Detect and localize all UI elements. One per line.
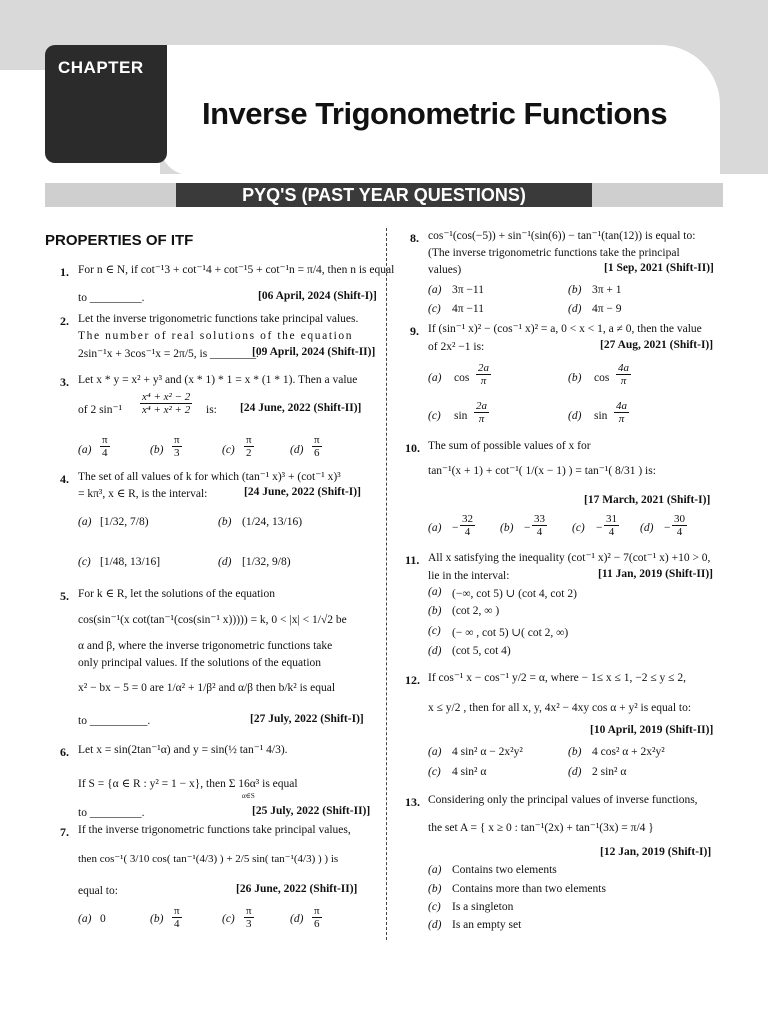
option-value[interactable] (616, 362, 631, 387)
fraction-numerator: π (314, 434, 320, 446)
option-label[interactable]: (c) (428, 410, 441, 422)
option-label[interactable]: (b) (500, 522, 514, 534)
option-value[interactable] (172, 434, 182, 459)
option-function[interactable]: cos (454, 372, 470, 384)
question-number: 8. (410, 231, 419, 245)
option-label[interactable]: (b) (150, 913, 164, 925)
fraction-numerator: 32 (462, 513, 473, 525)
question-text: Let x = sin(2tan⁻¹α) and y = sin(½ tan⁻¹ 4/3). (78, 744, 288, 756)
option-value[interactable]: (cot 2, ∞ ) (452, 605, 500, 617)
option-label[interactable]: (c) (428, 303, 441, 315)
question-text: Let x * y = x² + y³ and (x * 1) * 1 = x * (1 * 1). Then a value (78, 374, 358, 386)
fraction-numerator: 4a (618, 362, 629, 374)
fraction-denominator: 2 (246, 447, 252, 459)
question-text: is: (206, 404, 217, 416)
column-divider (386, 228, 387, 940)
fraction-denominator: π (620, 375, 627, 387)
question-number: 9. (410, 324, 419, 338)
fraction-numerator: 2a (476, 400, 487, 412)
question-text: The number of real solutions of the equation (78, 330, 354, 342)
option-label[interactable]: (a) (428, 284, 442, 296)
question-text: All x satisfying the inequality (cot⁻¹ x)² − 7(cot⁻¹ x) +10 > 0, (428, 552, 711, 564)
option-value[interactable] (460, 513, 475, 538)
exam-reference: [06 April, 2024 (Shift-I)] (258, 290, 377, 302)
option-label[interactable]: (d) (218, 556, 232, 568)
exam-reference: [26 June, 2022 (Shift-II)] (236, 883, 358, 895)
option-label[interactable]: (d) (428, 645, 442, 657)
fraction-denominator: 4 (676, 526, 683, 538)
fraction-denominator: 4 (102, 447, 108, 459)
question-text: equal to: (78, 885, 118, 897)
option-value[interactable] (244, 434, 254, 459)
fraction-numerator: π (246, 905, 252, 917)
fraction-numerator: π (246, 434, 252, 446)
minus-sign: − (524, 522, 531, 534)
option-value[interactable] (604, 513, 619, 538)
question-text: If (sin⁻¹ x)² − (cos⁻¹ x)² = a, 0 < x < 1, a ≠ 0, then the value (428, 323, 702, 335)
question-text: The sum of possible values of x for (428, 440, 591, 452)
option-value[interactable]: (cot 5, cot 4) (452, 645, 511, 657)
option-function[interactable]: cos (594, 372, 610, 384)
option-label[interactable]: (b) (428, 605, 442, 617)
question-text: For n ∈ N, if cot⁻¹3 + cot⁻¹4 + cot⁻¹5 + cot⁻¹n = π/4, then n is equal (78, 264, 395, 276)
fraction-numerator: π (174, 905, 180, 917)
option-value[interactable]: [1/32, 7/8) (100, 516, 149, 528)
option-label[interactable]: (a) (428, 522, 442, 534)
option-value[interactable] (476, 362, 491, 387)
option-label[interactable]: (d) (568, 766, 582, 778)
option-label[interactable]: (d) (568, 303, 582, 315)
fraction-numerator: 4a (616, 400, 627, 412)
option-value[interactable]: 4 cos² α + 2x²y² (592, 746, 665, 758)
option-value[interactable] (100, 434, 110, 459)
question-number: 2. (60, 314, 69, 328)
question-text: to _________. (78, 807, 145, 819)
fraction-denominator: 6 (314, 447, 320, 459)
question-text: of 2 sin⁻¹ (78, 404, 123, 416)
exam-reference: [1 Sep, 2021 (Shift-II)] (604, 262, 714, 274)
question-text: x ≤ y/2 , then for all x, y, 4x² − 4xy cos α + y² is equal to: (428, 702, 692, 714)
question-number: 3. (60, 375, 69, 389)
option-label[interactable]: (d) (640, 522, 654, 534)
option-label[interactable]: (d) (290, 913, 304, 925)
section-heading: PROPERTIES OF ITF (45, 232, 194, 249)
question-number: 5. (60, 589, 69, 603)
question-text: the set A = { x ≥ 0 : tan⁻¹(2x) + tan⁻¹(3x) = π/4 } (428, 822, 654, 834)
option-label[interactable]: (c) (428, 766, 441, 778)
question-text: Considering only the principal values of inverse functions, (428, 794, 698, 806)
option-value[interactable]: 4π −11 (452, 303, 484, 315)
option-label[interactable]: (b) (218, 516, 232, 528)
option-value[interactable]: [1/48, 13/16] (100, 556, 161, 568)
question-text: (The inverse trigonometric functions take the principal (428, 247, 680, 259)
option-function[interactable]: sin (594, 410, 608, 422)
option-value[interactable] (244, 905, 254, 930)
fraction (140, 391, 192, 416)
question-number: 7. (60, 825, 69, 839)
minus-sign: − (452, 522, 459, 534)
option-label[interactable]: (d) (428, 919, 442, 931)
question-text: If cos⁻¹ x − cos⁻¹ y/2 = α, where − 1≤ x ≤ 1, −2 ≤ y ≤ 2, (428, 672, 686, 684)
option-value[interactable]: 3π + 1 (592, 284, 622, 296)
question-number: 4. (60, 472, 69, 486)
question-text: Let the inverse trigonometric functions take principal values. (78, 313, 359, 325)
option-label[interactable]: (a) (428, 864, 442, 876)
fraction-denominator: 3 (246, 918, 252, 930)
question-number: 12. (405, 673, 420, 687)
exam-reference: [24 June, 2022 (Shift-II)] (240, 402, 362, 414)
option-value[interactable] (474, 400, 489, 425)
option-label[interactable]: (a) (428, 586, 442, 598)
question-number: 10. (405, 441, 420, 455)
fraction-numerator: 31 (606, 513, 617, 525)
page-title: Inverse Trigonometric Functions (202, 96, 668, 131)
option-label[interactable]: (d) (568, 410, 582, 422)
question-text: For k ∈ R, let the solutions of the equation (78, 588, 275, 600)
option-label[interactable]: (c) (222, 913, 235, 925)
question-text: tan⁻¹(x + 1) + cot⁻¹( 1/(x − 1) ) = tan⁻¹( 8/31 ) is: (428, 465, 656, 477)
fraction-denominator: x⁴ + x² + 2 (142, 404, 191, 416)
question-text: If the inverse trigonometric functions take principal values, (78, 824, 351, 836)
option-value[interactable]: Contains more than two elements (452, 883, 606, 895)
option-value[interactable] (532, 513, 547, 538)
option-label[interactable]: (d) (290, 444, 304, 456)
question-text: then cos⁻¹( 3/10 cos( tan⁻¹(4/3) ) + 2/5 sin( tan⁻¹(4/3) ) ) is (78, 853, 339, 865)
option-label[interactable]: (a) (428, 746, 442, 758)
question-number: 1. (60, 265, 69, 279)
question-text: lie in the interval: (428, 570, 510, 582)
exam-reference: [10 April, 2019 (Shift-II)] (590, 724, 714, 736)
question-text: α and β, where the inverse trigonometric functions take (78, 640, 333, 652)
option-function[interactable]: sin (454, 410, 468, 422)
question-number: 13. (405, 795, 420, 809)
option-value[interactable] (312, 434, 322, 459)
option-label[interactable]: (a) (78, 516, 92, 528)
option-value[interactable]: (1/24, 13/16) (242, 516, 303, 528)
question-text: cos(sin⁻¹(x cot(tan⁻¹(cos(sin⁻¹ x))))) = k, 0 < |x| < 1/√2 be (78, 614, 347, 626)
fraction-denominator: 4 (608, 526, 615, 538)
option-value[interactable]: (− ∞ , cot 5) ∪( cot 2, ∞) (452, 627, 569, 639)
option-value[interactable]: 4 sin² α − 2x²y² (452, 746, 523, 758)
option-label[interactable]: (b) (150, 444, 164, 456)
fraction-numerator: x⁴ + x² − 2 (142, 391, 191, 403)
fraction-denominator: 4 (174, 918, 180, 930)
banner-text: PYQ'S (PAST YEAR QUESTIONS) (242, 185, 526, 205)
exam-reference: [12 Jan, 2019 (Shift-I)] (600, 846, 712, 858)
option-value[interactable]: (−∞, cot 5) ∪ (cot 4, cot 2) (452, 588, 577, 600)
exam-reference: [27 Aug, 2021 (Shift-I)] (600, 339, 714, 351)
exam-reference: [09 April, 2024 (Shift-II)] (252, 346, 376, 358)
option-value[interactable]: Is an empty set (452, 919, 522, 931)
option-value[interactable]: 4 sin² α (452, 766, 487, 778)
fraction-denominator: π (478, 413, 485, 425)
fraction-denominator: 4 (536, 526, 543, 538)
question-text: to __________. (78, 715, 151, 727)
fraction-numerator: 33 (534, 513, 545, 525)
option-label[interactable]: (b) (428, 883, 442, 895)
option-value[interactable]: 4π − 9 (592, 303, 622, 315)
chapter-label: CHAPTER (58, 58, 144, 77)
option-label[interactable]: (c) (222, 444, 235, 456)
minus-sign: − (596, 522, 603, 534)
fraction-denominator: 3 (174, 447, 180, 459)
question-text: = kπ³, x ∈ R, is the interval: (78, 488, 208, 500)
option-label[interactable]: (c) (78, 556, 91, 568)
option-label[interactable]: (b) (568, 372, 582, 384)
fraction-denominator: π (480, 375, 487, 387)
option-label[interactable]: (c) (428, 901, 441, 913)
fraction-numerator: 30 (674, 513, 685, 525)
option-label[interactable]: (c) (572, 522, 585, 534)
question-number: 6. (60, 745, 69, 759)
option-value[interactable]: Is a singleton (452, 901, 514, 913)
exam-reference: [27 July, 2022 (Shift-I)] (250, 713, 364, 725)
option-label[interactable]: (a) (428, 372, 442, 384)
fraction-denominator: π (618, 413, 625, 425)
fraction-numerator: π (174, 434, 180, 446)
minus-sign: − (664, 522, 671, 534)
option-value[interactable] (312, 905, 322, 930)
question-text: only principal values. If the solutions of the equation (78, 657, 322, 669)
option-value[interactable]: 2 sin² α (592, 766, 627, 778)
option-value[interactable]: [1/32, 9/8) (242, 556, 291, 568)
fraction-denominator: 4 (464, 526, 471, 538)
question-text: x² − bx − 5 = 0 are 1/α² + 1/β² and α/β then b/k² is equal (78, 682, 336, 694)
question-number: 11. (405, 553, 420, 567)
fraction-numerator: π (102, 434, 108, 446)
option-label[interactable]: (b) (568, 746, 582, 758)
option-label[interactable]: (a) (78, 913, 92, 925)
question-text: If S = {α ∈ R : y² = 1 − x}, then Σ 16α³ is equal (78, 778, 298, 790)
option-label[interactable]: (c) (428, 625, 441, 637)
exam-reference: [17 March, 2021 (Shift-I)] (584, 494, 711, 506)
question-text: to _________. (78, 292, 145, 304)
question-text: 2sin⁻¹x + 3cos⁻¹x = 2π/5, is ________. (78, 348, 259, 360)
option-value[interactable] (614, 400, 629, 425)
fraction-denominator: 6 (314, 918, 320, 930)
fraction-numerator: π (314, 905, 320, 917)
question-text: The set of all values of k for which (tan⁻¹ x)³ + (cot⁻¹ x)³ (78, 471, 341, 483)
option-value[interactable]: 3π −11 (452, 284, 484, 296)
option-value[interactable] (172, 905, 182, 930)
option-label[interactable]: (b) (568, 284, 582, 296)
question-text: of 2x² −1 is: (428, 341, 485, 353)
exam-reference: [24 June, 2022 (Shift-I)] (244, 486, 361, 498)
exam-reference: [25 July, 2022 (Shift-II)] (252, 805, 371, 817)
exam-reference: [11 Jan, 2019 (Shift-II)] (598, 568, 714, 580)
question-text: cos⁻¹(cos(−5)) + sin⁻¹(sin(6)) − tan⁻¹(tan(12)) is equal to: (428, 230, 696, 242)
fraction-numerator: 2a (478, 362, 489, 374)
option-value[interactable]: 0 (100, 913, 106, 925)
question-text: values) (428, 264, 462, 276)
option-value[interactable]: Contains two elements (452, 864, 557, 876)
option-value[interactable] (672, 513, 687, 538)
option-label[interactable]: (a) (78, 444, 92, 456)
summation-subscript: α∈S (242, 792, 255, 800)
